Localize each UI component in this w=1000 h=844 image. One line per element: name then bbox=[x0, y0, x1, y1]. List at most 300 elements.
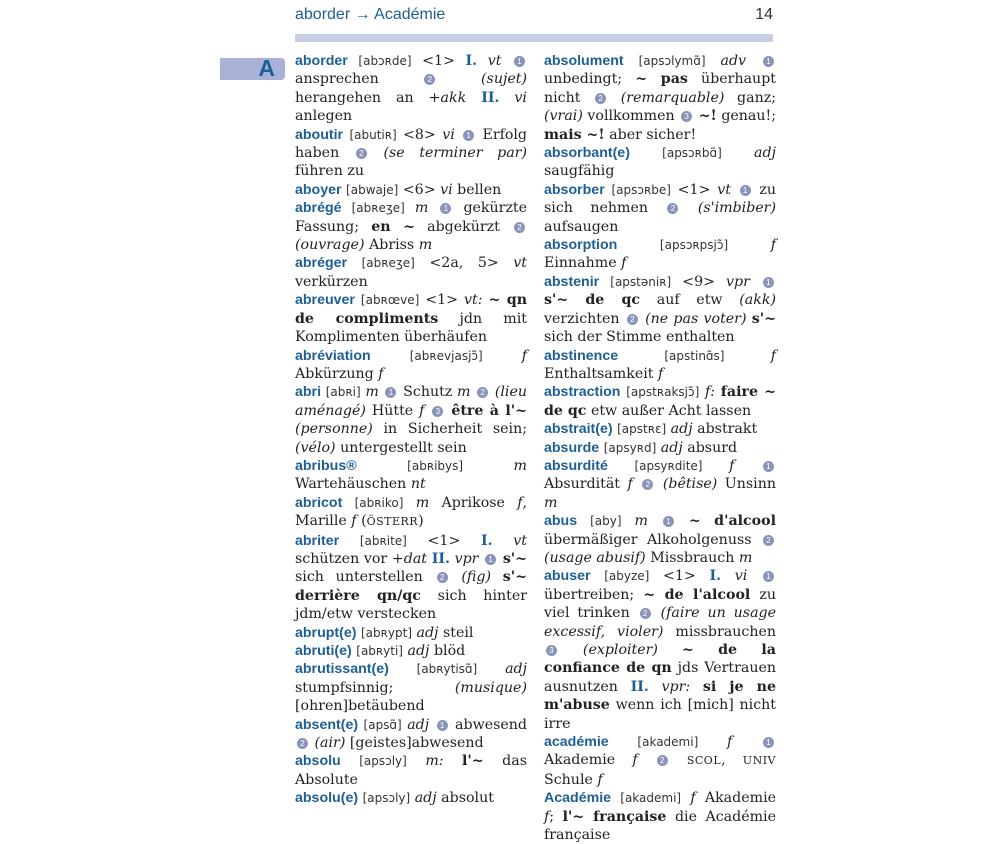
entry-text: übermäßiger Alkoholgenuss bbox=[544, 531, 761, 548]
dictionary-entry bbox=[544, 457, 776, 512]
headword: abrégé bbox=[295, 200, 342, 217]
dictionary-entry bbox=[295, 660, 527, 715]
entry-text: gekürzte Fassung; bbox=[295, 200, 528, 235]
sense-number: 1 bbox=[763, 56, 774, 67]
sense-number: 2 bbox=[763, 535, 774, 546]
entry-text bbox=[577, 513, 590, 529]
entry-text: Erfolg haben bbox=[295, 126, 528, 162]
phonetic: [apsɑ̃] bbox=[363, 717, 402, 732]
sense-number: 2 bbox=[595, 93, 606, 104]
entry-text bbox=[724, 348, 770, 364]
entry-text bbox=[750, 274, 761, 290]
bold-phrase: l'~ française bbox=[562, 808, 667, 825]
entry-text bbox=[680, 200, 697, 216]
dictionary-entry bbox=[295, 457, 527, 494]
entry-text: Akademie bbox=[544, 752, 633, 769]
phonetic: [apstʀɛ] bbox=[617, 422, 667, 437]
dictionary-entry bbox=[544, 347, 776, 384]
phonetic: [abwaje] bbox=[346, 182, 399, 197]
sense-number: 1 bbox=[485, 554, 496, 565]
phonetic: [abʀœve] bbox=[360, 293, 420, 308]
entry-text bbox=[470, 384, 475, 400]
sense-number: 2 bbox=[477, 387, 488, 398]
entry-text bbox=[477, 661, 505, 677]
entry-text bbox=[424, 403, 430, 419]
italic-label: vpr bbox=[454, 550, 479, 567]
entry-text: unbedingt; bbox=[544, 71, 636, 88]
phonetic: [apsɔʀbe] bbox=[611, 182, 671, 197]
dictionary-entry bbox=[544, 789, 776, 844]
sense-number: 2 bbox=[627, 314, 638, 325]
italic-label: (usage abusif) bbox=[544, 549, 646, 566]
italic-label: m bbox=[456, 384, 471, 401]
entry-text: in Sicherheit sein; bbox=[372, 421, 527, 438]
entry-text bbox=[658, 642, 682, 658]
dictionary-entry bbox=[295, 199, 527, 254]
entry-text bbox=[493, 533, 514, 549]
headword: aborder bbox=[295, 53, 348, 69]
sense-number: 1 bbox=[437, 720, 448, 731]
entry-text bbox=[653, 605, 661, 621]
usage-label: ÖSTERR bbox=[366, 515, 419, 529]
entry-text: herangehen an + bbox=[295, 89, 441, 106]
entry-text: [ohren]betäubend bbox=[295, 698, 425, 715]
italic-label: (air) bbox=[314, 735, 346, 752]
entry-text bbox=[499, 90, 514, 106]
column-left bbox=[295, 52, 527, 808]
phonetic: [akademi] bbox=[637, 735, 699, 750]
entry-text: Wartehäuschen bbox=[295, 476, 411, 493]
italic-label: m bbox=[513, 457, 527, 474]
bold-phrase: s'~ de qc bbox=[544, 292, 641, 309]
italic-label: vt bbox=[717, 181, 731, 198]
italic-label: (musique) bbox=[454, 679, 527, 696]
entry-text bbox=[638, 752, 655, 768]
headword: absorption bbox=[544, 237, 618, 254]
entry-text: zu sich nehmen bbox=[544, 181, 777, 217]
entry-text: Unsinn bbox=[717, 476, 776, 493]
sense-number: 1 bbox=[463, 130, 474, 141]
bold-phrase: ~ de l'alcool bbox=[643, 586, 751, 603]
italic-label: adj bbox=[407, 716, 430, 733]
bold-phrase: s'~ bbox=[502, 550, 528, 567]
entry-text bbox=[706, 53, 721, 69]
entry-text bbox=[731, 182, 738, 198]
phonetic: [abʀibys] bbox=[407, 458, 464, 473]
sense-number: 3 bbox=[432, 406, 443, 417]
entry-text bbox=[403, 495, 415, 511]
sense-number: 2 bbox=[356, 148, 367, 159]
entry-text bbox=[732, 734, 761, 750]
italic-label: (remarquable) bbox=[620, 89, 725, 106]
sense-number: 1 bbox=[763, 461, 774, 472]
italic-label: vi bbox=[442, 126, 455, 143]
entry-text: ; bbox=[549, 808, 563, 825]
entry-text: Missbrauch bbox=[645, 549, 739, 566]
entry-text: sich unterstellen bbox=[295, 569, 435, 586]
headword: absent(e) bbox=[295, 716, 359, 733]
entry-text bbox=[698, 734, 727, 750]
entry-text bbox=[702, 458, 729, 474]
entry-text: <2a, 5> bbox=[414, 255, 514, 272]
entry-text: [geistes]abwesend bbox=[345, 735, 484, 752]
entry-text: genau!; bbox=[716, 108, 777, 125]
phonetic: [apsyʀdite] bbox=[634, 458, 703, 473]
entry-text: verkürzen bbox=[295, 273, 368, 290]
entry-text: , bbox=[721, 752, 743, 769]
phonetic: [abɔʀde] bbox=[358, 54, 412, 68]
bold-phrase: ~ d'alcool bbox=[688, 513, 776, 530]
entry-text: sich der Stimme enthalten bbox=[544, 329, 735, 346]
italic-label: f bbox=[351, 513, 357, 530]
italic-label: f bbox=[419, 402, 425, 419]
dictionary-entry bbox=[544, 181, 776, 236]
usage-label: SCOL bbox=[686, 754, 722, 768]
letter-tab-label: A bbox=[258, 55, 275, 81]
entry-text: Akademie bbox=[695, 790, 776, 807]
headword: abriter bbox=[295, 532, 340, 549]
entry-text: führen zu bbox=[295, 163, 364, 180]
entry-text bbox=[734, 458, 761, 474]
entry-text bbox=[648, 513, 661, 529]
italic-label: adj bbox=[407, 643, 430, 659]
entry-text bbox=[369, 145, 384, 161]
running-header bbox=[295, 6, 773, 28]
italic-label: vi bbox=[514, 89, 527, 106]
phonetic: [aby] bbox=[590, 514, 622, 529]
entry-text bbox=[341, 753, 359, 769]
italic-label: vt bbox=[513, 255, 528, 272]
entry-text: absolut bbox=[436, 790, 494, 807]
phonetic: [apstəniʀ] bbox=[610, 274, 672, 289]
roman-numeral: I. bbox=[481, 532, 493, 549]
headword: absurdité bbox=[544, 457, 608, 474]
dictionary-entry bbox=[544, 273, 776, 347]
italic-label: m bbox=[414, 200, 429, 217]
entry-text: übertreiben; bbox=[544, 586, 644, 603]
entry-text: , Marille bbox=[295, 494, 527, 530]
headword: aboutir bbox=[295, 126, 344, 143]
headword: abréviation bbox=[295, 347, 371, 364]
phonetic: [apsɔly] bbox=[359, 754, 407, 769]
entry-text: ansprechen bbox=[295, 71, 423, 88]
entry-text bbox=[633, 476, 641, 492]
entry-text bbox=[444, 753, 462, 769]
sense-number: 1 bbox=[385, 387, 396, 398]
italic-label: (ne pas voter) bbox=[645, 310, 747, 327]
entry-text: aber sicher! bbox=[604, 126, 697, 143]
entry-text: aufsaugen bbox=[544, 218, 619, 235]
entry-text: untergestellt sein bbox=[335, 439, 467, 456]
headword: abrutissant(e) bbox=[295, 661, 389, 678]
entry-text: etw außer Acht lassen bbox=[586, 402, 752, 419]
dictionary-entry bbox=[544, 512, 776, 567]
dictionary-entry bbox=[544, 439, 776, 457]
phonetic: [abʀeʒe] bbox=[351, 201, 405, 216]
entry-text bbox=[428, 200, 438, 216]
entry-text bbox=[405, 200, 415, 216]
italic-label: m bbox=[544, 494, 558, 511]
italic-label: vt: bbox=[464, 292, 483, 309]
entry-text bbox=[722, 145, 754, 161]
entry-text bbox=[655, 476, 663, 492]
italic-label: (akk) bbox=[739, 292, 776, 309]
italic-label: akk bbox=[440, 89, 467, 106]
entry-text bbox=[608, 90, 621, 106]
entry-text: zu viel trinken bbox=[544, 586, 776, 622]
italic-label: m bbox=[418, 237, 433, 254]
entry-text bbox=[649, 679, 662, 695]
italic-label: (se terminer par) bbox=[383, 145, 527, 162]
entry-text bbox=[630, 145, 662, 161]
phonetic: [apsyʀd] bbox=[603, 440, 657, 455]
phonetic: [abʀi] bbox=[325, 385, 361, 400]
dictionary-entry bbox=[295, 347, 527, 384]
entry-text bbox=[690, 679, 703, 695]
entry-text: abstrakt bbox=[692, 421, 758, 438]
roman-numeral: II. bbox=[481, 89, 500, 106]
dictionary-entry bbox=[295, 181, 527, 199]
headword: absorber bbox=[544, 181, 605, 198]
column-right bbox=[544, 52, 776, 844]
dictionary-entry bbox=[544, 236, 776, 273]
entry-text bbox=[371, 348, 410, 364]
entry-text: Schule bbox=[544, 771, 598, 788]
italic-label: vi bbox=[440, 181, 453, 198]
entry-text: jdn mit Komplimenten überhäufen bbox=[295, 310, 527, 346]
italic-label: adv bbox=[720, 53, 747, 69]
entry-text: blöd bbox=[429, 643, 466, 659]
phonetic: [apsɔly] bbox=[362, 791, 411, 806]
italic-label: adj bbox=[414, 790, 437, 807]
italic-label: (personne) bbox=[295, 421, 373, 438]
sense-number: 2 bbox=[667, 203, 678, 214]
entry-text bbox=[599, 274, 610, 290]
headword: abstenir bbox=[544, 273, 600, 290]
italic-label: nt bbox=[410, 476, 426, 493]
entry-text: sich hinter jdm/etw verstecken bbox=[295, 587, 527, 623]
entry-text bbox=[746, 53, 761, 69]
italic-label: (exploiter) bbox=[582, 642, 658, 658]
italic-label: m bbox=[738, 549, 753, 566]
sense-number: 1 bbox=[763, 737, 774, 748]
phonetic: [abʀyti] bbox=[356, 644, 403, 658]
bold-phrase: mais ~! bbox=[544, 126, 605, 143]
phonetic: [abʀeʒe] bbox=[361, 256, 415, 271]
phonetic: [apsɔʀbɑ̃] bbox=[662, 146, 722, 161]
italic-label: (lieu aménagé) bbox=[295, 384, 527, 419]
sense-number: 1 bbox=[740, 185, 751, 196]
dictionary-entry bbox=[295, 494, 527, 532]
sense-number: 1 bbox=[440, 203, 451, 214]
entry-text: abgekürzt bbox=[415, 218, 513, 235]
bold-phrase: en ~ bbox=[371, 218, 415, 235]
entry-text bbox=[491, 569, 503, 585]
italic-label: f bbox=[597, 771, 603, 788]
bold-phrase: si je ne m'abuse bbox=[544, 678, 776, 714]
italic-label: (vélo) bbox=[295, 439, 336, 456]
headword: abrupt(e) bbox=[295, 624, 357, 641]
bold-phrase: s'~ bbox=[751, 310, 776, 327]
entry-text: Schutz bbox=[398, 384, 457, 401]
entry-text: <1> bbox=[649, 568, 710, 585]
entry-text: Aprikose bbox=[429, 494, 518, 511]
entry-text bbox=[429, 717, 434, 733]
bold-phrase: être à l'~ bbox=[451, 402, 527, 419]
headword: abus bbox=[544, 513, 578, 530]
entry-text: das Absolute bbox=[295, 753, 527, 788]
phonetic: [abʀiko] bbox=[354, 495, 404, 510]
entry-text: auf etw bbox=[640, 292, 740, 309]
entry-text: abwesend bbox=[449, 716, 528, 733]
header-rule bbox=[295, 34, 773, 42]
italic-label: f bbox=[657, 365, 664, 382]
entry-text bbox=[379, 384, 384, 400]
entry-text bbox=[342, 495, 354, 511]
dictionary-entry bbox=[295, 254, 527, 291]
entry-text: Einnahme bbox=[544, 255, 622, 272]
italic-label: f bbox=[544, 808, 550, 825]
italic-label: vpr bbox=[726, 273, 750, 290]
italic-label: (fig) bbox=[461, 569, 491, 586]
entry-text bbox=[622, 513, 635, 529]
phonetic: [abyze] bbox=[604, 569, 650, 584]
italic-label: f bbox=[690, 790, 696, 807]
italic-label: (sujet) bbox=[481, 71, 527, 88]
italic-label: f bbox=[627, 476, 633, 493]
entry-text: verzichten bbox=[544, 310, 625, 327]
entry-text: Abkürzung bbox=[295, 365, 379, 382]
dictionary-entry bbox=[295, 642, 527, 660]
entry-text bbox=[728, 237, 771, 253]
sense-number: 3 bbox=[681, 111, 692, 122]
italic-label: dat bbox=[403, 550, 428, 567]
headword: abstrait(e) bbox=[544, 421, 613, 438]
italic-label: adj bbox=[660, 439, 683, 456]
entry-text: jds Vertrauen ausnutzen bbox=[544, 660, 777, 695]
entry-text bbox=[591, 568, 605, 584]
italic-label: vt bbox=[487, 53, 502, 69]
dictionary-entry bbox=[295, 789, 527, 807]
headword: abribus® bbox=[295, 457, 357, 474]
italic-label: f bbox=[517, 494, 523, 511]
entry-text bbox=[624, 53, 639, 69]
entry-text: vollkommen bbox=[582, 108, 680, 125]
italic-label: (ouvrage) bbox=[295, 237, 365, 254]
guide-words: aborder → Académie bbox=[295, 6, 446, 23]
italic-label: f bbox=[378, 365, 384, 382]
dictionary-entry bbox=[295, 532, 527, 624]
phonetic: [abʀypt] bbox=[361, 625, 412, 640]
sense-number: 2 bbox=[424, 74, 435, 85]
italic-label: f bbox=[621, 255, 627, 272]
italic-label: vt bbox=[513, 532, 527, 549]
italic-label: m: bbox=[425, 753, 444, 770]
italic-label: m bbox=[634, 513, 648, 530]
headword: abréger bbox=[295, 255, 348, 272]
entry-text: <1> bbox=[411, 53, 466, 69]
dictionary-entry bbox=[295, 52, 527, 126]
letter-tab bbox=[220, 55, 285, 81]
entry-text bbox=[466, 90, 481, 106]
entry-text bbox=[609, 734, 638, 750]
headword: Académie bbox=[544, 790, 612, 807]
phonetic: [abʀytisɑ̃] bbox=[416, 662, 478, 677]
italic-label: (s'imbiber) bbox=[697, 200, 776, 217]
entry-text bbox=[389, 661, 417, 677]
entry-text: bellen bbox=[452, 181, 502, 198]
entry-text bbox=[681, 790, 690, 806]
entry-text bbox=[747, 568, 761, 584]
headword: absolu bbox=[295, 753, 341, 770]
headword: absurde bbox=[544, 439, 600, 456]
entry-text bbox=[437, 71, 481, 87]
sense-number: 1 bbox=[514, 56, 525, 67]
italic-label: (faire un usage excessif, violer) bbox=[544, 605, 777, 640]
entry-text: Enthaltsamkeit bbox=[544, 365, 658, 382]
sense-number: 2 bbox=[657, 755, 668, 766]
entry-text bbox=[617, 237, 660, 253]
italic-label: f: bbox=[705, 384, 716, 401]
phonetic: [akademi] bbox=[620, 791, 682, 806]
sense-number: 2 bbox=[437, 572, 448, 583]
bold-phrase: ~! bbox=[698, 108, 717, 125]
bold-phrase: ~ qn de compliments bbox=[295, 292, 528, 327]
phonetic: [apstʀaksjɔ̃] bbox=[626, 385, 700, 400]
sense-number: 3 bbox=[546, 645, 557, 656]
bold-phrase: l'~ bbox=[462, 753, 484, 770]
italic-label: (vrai) bbox=[544, 108, 583, 125]
roman-numeral: I. bbox=[465, 53, 478, 69]
entry-text bbox=[342, 200, 352, 216]
italic-label: f bbox=[770, 347, 776, 364]
italic-label: adj bbox=[670, 421, 693, 438]
entry-text: ( bbox=[356, 513, 367, 530]
headword: abuser bbox=[544, 568, 591, 585]
dictionary-entry bbox=[544, 144, 776, 181]
entry-text bbox=[463, 458, 513, 474]
sense-number: 2 bbox=[297, 738, 308, 749]
entry-text: <1> bbox=[670, 181, 718, 198]
entry-text: <1> bbox=[406, 532, 482, 549]
entry-text: schützen vor + bbox=[295, 550, 404, 567]
page-number: 14 bbox=[755, 6, 773, 23]
dictionary-entry bbox=[295, 716, 527, 753]
bold-phrase: faire ~ de qc bbox=[544, 384, 777, 419]
entry-text: absurd bbox=[682, 439, 738, 456]
bold-phrase: ~ de la confiance de qn bbox=[544, 642, 776, 677]
dictionary-entry bbox=[544, 52, 776, 144]
entry-text: <9> bbox=[671, 273, 727, 290]
entry-text bbox=[347, 255, 362, 271]
sense-number: 1 bbox=[763, 571, 774, 582]
entry-text: überhaupt nicht bbox=[544, 71, 776, 106]
entry-text bbox=[501, 53, 512, 69]
entry-text: Hütte bbox=[365, 402, 420, 419]
italic-label: f bbox=[770, 237, 777, 254]
entry-text: missbrauchen bbox=[663, 623, 776, 640]
phonetic: [apsɔlymɑ̃] bbox=[638, 54, 706, 68]
italic-label: adj bbox=[416, 624, 439, 641]
entry-text: ) bbox=[418, 513, 424, 530]
headword: abstinence bbox=[544, 347, 619, 364]
entry-text: wenn ich [mich] nicht irre bbox=[544, 697, 776, 732]
headword: abstraction bbox=[544, 384, 621, 401]
entry-text: saugfähig bbox=[544, 163, 615, 180]
entry-text bbox=[721, 568, 735, 584]
italic-label: adj bbox=[754, 145, 776, 162]
italic-label: f bbox=[727, 734, 733, 751]
